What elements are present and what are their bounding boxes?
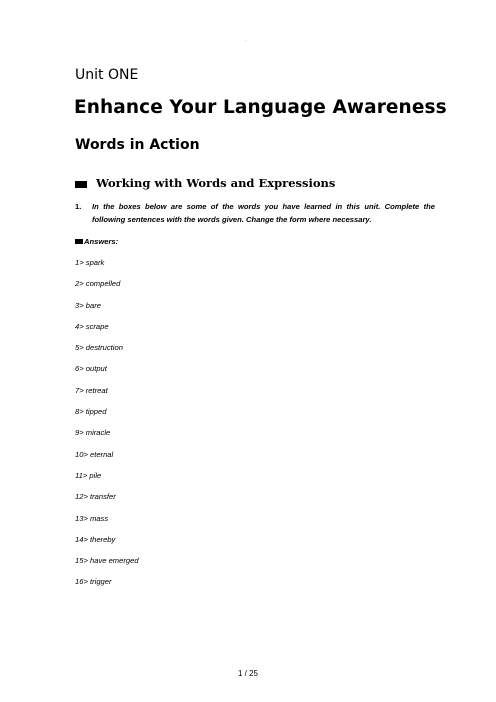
answer-item: 7> retreat (75, 385, 108, 395)
sub-title: Words in Action (75, 137, 200, 153)
instruction-paragraph (75, 200, 435, 226)
answer-item: 1> spark (75, 258, 105, 267)
answer-item: 16> trigger (75, 577, 112, 587)
square-bullet-icon (75, 181, 87, 188)
answer-item: 15> have emerged (75, 556, 139, 566)
answer-item: 14> thereby (75, 534, 116, 544)
page-number: 1 / 25 (237, 669, 258, 678)
section-heading-text: Working with Words and Expressions (96, 176, 336, 190)
answer-item: 4> scrape (75, 321, 109, 331)
instruction-number: 1. (75, 202, 82, 211)
section-heading (75, 176, 335, 190)
answer-item: 6> output (75, 364, 107, 374)
answer-item: 8> tipped (75, 407, 107, 417)
instruction-text: In the boxes below are some of the words you have learned in this unit. Complete the following sentences with the words given. Change the form where necessary. (92, 202, 435, 224)
answers-label-text: Answers: (84, 237, 119, 246)
answer-item: 2> compelled (75, 279, 121, 289)
answer-item: 13> mass (75, 513, 109, 523)
page-title: Enhance Your Language Awareness (74, 97, 447, 118)
answer-item: 11> pile (75, 470, 102, 480)
answer-item: 10> eternal (75, 449, 114, 459)
answer-item: 3> bare (75, 300, 101, 310)
answers-label (75, 237, 118, 246)
square-bullet-icon (75, 239, 83, 244)
header-mark: · (245, 38, 247, 44)
unit-title: Unit ONE (75, 67, 139, 83)
answer-item: 5> destruction (75, 343, 123, 353)
answer-item: 12> transfer (75, 492, 116, 502)
answer-item: 9> miracle (75, 428, 111, 438)
answers-list (75, 258, 139, 599)
